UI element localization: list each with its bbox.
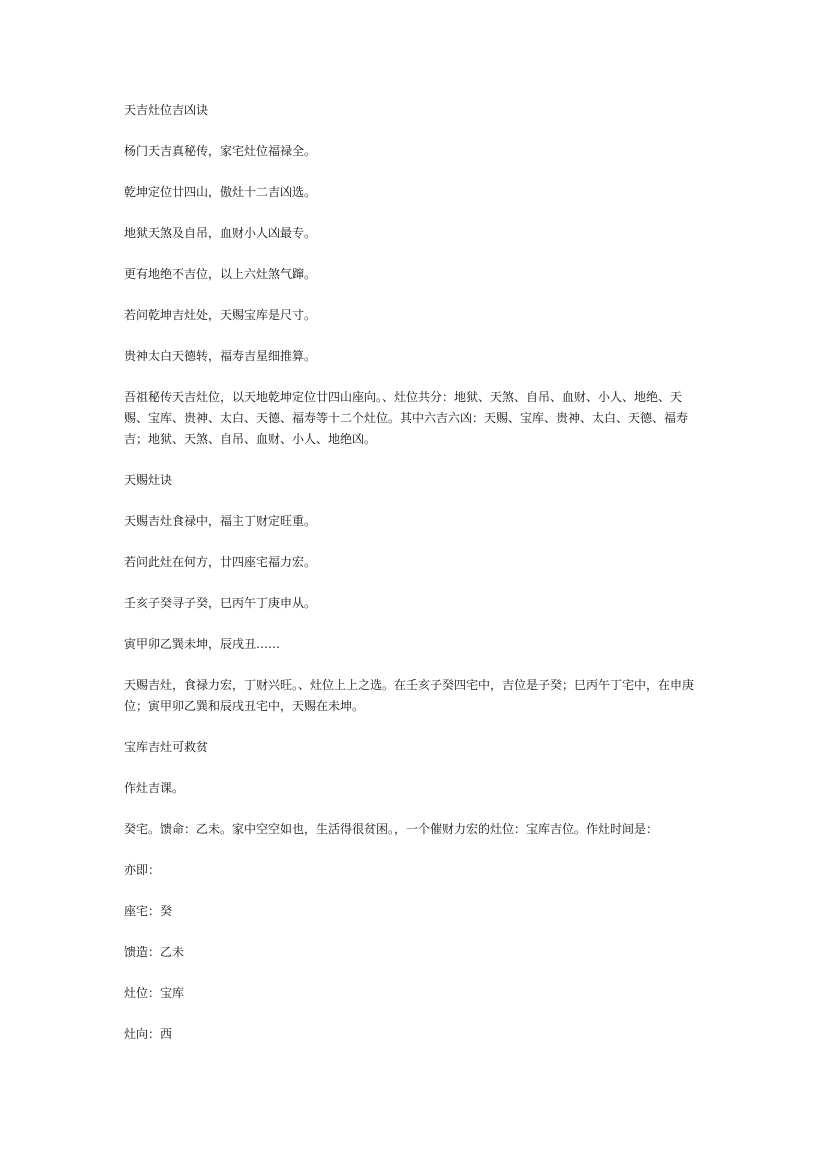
text-line: 亦即： [124, 863, 161, 877]
verse-line: 贵神太白天德转，福寿吉星细推算。 [124, 349, 317, 363]
detail-line: 灶向：西 [124, 1027, 173, 1041]
detail-line: 座宅：癸 [124, 904, 173, 918]
section-title-baoku: 宝库吉灶可救贫 [124, 740, 209, 754]
section-title-tianci: 天赐灶诀 [124, 473, 173, 487]
section-title-tianji: 天吉灶位吉凶诀 [124, 103, 209, 117]
verse-line: 乾坤定位廿四山，傲灶十二吉凶选。 [124, 185, 317, 199]
verse-line: 地狱天煞及自吊，血财小人凶最专。 [124, 226, 317, 240]
text-line: 作灶吉课。 [124, 781, 185, 795]
verse-line: 寅甲卯乙巽未坤，辰戌丑…… [124, 637, 281, 651]
document-page [124, 100, 704, 1045]
verse-line: 更有地绝不吉位，以上六灶煞气蹿。 [124, 267, 317, 281]
explanation-paragraph: 天赐吉灶，食禄力宏，丁财兴旺。、灶位上上之选。在壬亥子癸四宅中，吉位是子癸；巳丙午丁宅中，在申庚位；寅甲卯乙巽和辰戌丑宅中，天赐在未坤。 [124, 678, 695, 713]
verse-line: 天赐吉灶食禄中，福主丁财定旺重。 [124, 514, 317, 528]
verse-line: 壬亥子癸寻子癸，巳丙午丁庚申从。 [124, 596, 317, 610]
detail-line: 馈造：乙未 [124, 945, 185, 959]
detail-line: 灶位：宝库 [124, 986, 185, 1000]
explanation-paragraph: 吾祖秘传天吉灶位，以天地乾坤定位廿四山座向。、灶位共分：地狱、天煞、自吊、血财、小人、地绝、天赐、宝库、贵神、太白、天德、福寿等十二个灶位。其中六吉六凶：天赐、宝库、贵神、太白、天德、福寿吉；地狱、天煞、自吊、血财、小人、地绝凶。 [124, 390, 689, 446]
verse-line: 若问乾坤吉灶处，天赐宝库是尺寸。 [124, 308, 317, 322]
verse-line: 若问此灶在何方，廿四座宅福力宏。 [124, 555, 317, 569]
text-line: 癸宅。馈命：乙未。家中空空如也，生活得很贫困。，一个催财力宏的灶位：宝库吉位。作灶时间是： [124, 822, 659, 836]
verse-line: 杨门天吉真秘传，家宅灶位福禄全。 [124, 144, 317, 158]
